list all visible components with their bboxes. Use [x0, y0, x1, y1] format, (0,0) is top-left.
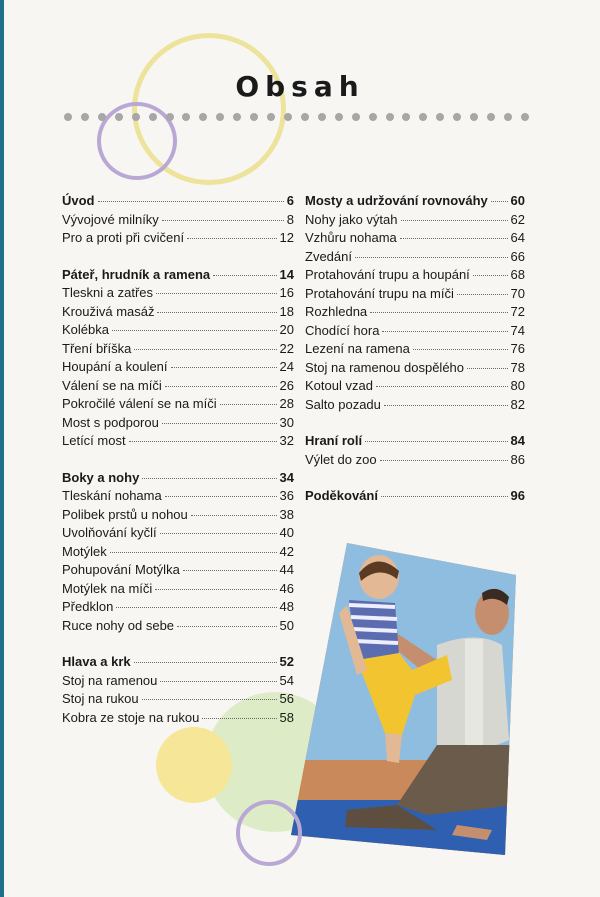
toc-entry-title: Poděkování [305, 488, 378, 503]
toc-entry-title: Krouživá masáž [62, 303, 155, 319]
toc-entry[interactable] [62, 562, 294, 581]
toc-entry[interactable] [62, 673, 294, 692]
dotted-leader [202, 718, 276, 719]
toc-left-column [62, 193, 294, 728]
divider-dot [318, 113, 326, 121]
toc-section-gap [62, 452, 294, 470]
toc-entry[interactable] [62, 710, 294, 729]
toc-page-number: 74 [510, 322, 525, 338]
dotted-leader [177, 626, 277, 627]
dotted-leader [160, 533, 277, 534]
toc-section-heading[interactable] [62, 267, 294, 286]
toc-page-number: 86 [510, 451, 525, 467]
divider-dot [453, 113, 461, 121]
dotted-leader [155, 589, 276, 590]
page-title: Obsah [235, 70, 365, 103]
divider-dot [115, 113, 123, 121]
divider-dot [504, 113, 512, 121]
toc-page-number: 48 [279, 599, 294, 614]
decor-purple-ring-bottom [236, 800, 302, 866]
toc-page-number: 76 [510, 341, 525, 356]
toc-entry-title: Ruce nohy od sebe [62, 617, 175, 633]
toc-page-number: 84 [510, 433, 525, 448]
toc-page-number: 30 [279, 414, 294, 430]
toc-page-number: 56 [279, 691, 294, 706]
dotted-leader [156, 293, 276, 294]
dotted-leader [384, 405, 508, 406]
toc-entry[interactable] [305, 323, 525, 342]
toc-entry-title: Tření bříška [62, 340, 132, 356]
toc-section-heading[interactable] [62, 654, 294, 673]
divider-dot [436, 113, 444, 121]
toc-entry[interactable] [305, 341, 525, 360]
divider-dot [267, 113, 275, 121]
toc-section-gap [62, 249, 294, 267]
toc-entry-title: Pohupování Motýlka [62, 562, 180, 577]
toc-page-number: 62 [510, 211, 525, 227]
dotted-leader [365, 441, 507, 442]
toc-entry-title: Most s podporou [62, 414, 159, 430]
toc-entry[interactable] [305, 397, 525, 416]
toc-entry[interactable] [62, 691, 294, 710]
toc-entry-title: Stoj na ramenou dospělého [305, 359, 465, 375]
toc-entry[interactable] [305, 378, 525, 397]
divider-dot [166, 113, 174, 121]
toc-entry-title: Polibek prstů u nohou [62, 506, 188, 522]
toc-entry[interactable] [62, 304, 294, 323]
divider-dot [402, 113, 410, 121]
divider-dot [216, 113, 224, 121]
toc-page-number: 50 [279, 617, 294, 633]
toc-page-number: 80 [510, 378, 525, 393]
toc-page-number: 78 [510, 359, 525, 375]
toc-page-number: 42 [279, 543, 294, 559]
toc-entry[interactable] [62, 285, 294, 304]
toc-entry-title: Válení se na míči [62, 377, 162, 393]
dotted-leader [129, 441, 277, 442]
toc-page-number: 8 [286, 211, 294, 227]
toc-entry[interactable] [62, 341, 294, 360]
toc-entry[interactable] [62, 359, 294, 378]
toc-entry-title: Vzhůru nohama [305, 230, 397, 245]
dotted-leader [165, 496, 277, 497]
toc-entry[interactable] [62, 507, 294, 526]
dotted-leader [112, 330, 277, 331]
toc-entry[interactable] [62, 378, 294, 397]
toc-entry[interactable] [62, 544, 294, 563]
toc-entry-title: Hlava a krk [62, 654, 131, 669]
toc-page-number: 18 [279, 303, 294, 319]
divider-dot [81, 113, 89, 121]
dotted-leader [171, 367, 277, 368]
dotted-leader [134, 662, 277, 663]
toc-page-number: 44 [279, 562, 294, 577]
toc-entry[interactable] [62, 230, 294, 249]
toc-section-heading[interactable] [305, 488, 525, 507]
divider-dot [284, 113, 292, 121]
toc-entry[interactable] [305, 212, 525, 231]
toc-entry-title: Nohy jako výtah [305, 211, 398, 227]
divider-dot [182, 113, 190, 121]
toc-entry[interactable] [62, 433, 294, 452]
divider-dot [233, 113, 241, 121]
toc-entry-title: Vývojové milníky [62, 211, 159, 227]
toc-entry-title: Lezení na ramena [305, 341, 410, 356]
toc-page-number: 68 [510, 267, 525, 282]
toc-section-heading[interactable] [305, 433, 525, 452]
toc-entry-title: Stoj na ramenou [62, 672, 158, 688]
toc-entry-title: Boky a nohy [62, 469, 140, 485]
toc-page-number: 32 [279, 433, 294, 448]
page-edge-strip [0, 0, 4, 897]
toc-entry-title: Předklon [62, 599, 114, 614]
toc-entry-title: Mosty a udržování rovnováhy [305, 193, 488, 208]
dotted-leader [491, 201, 508, 202]
toc-entry-title: Letící most [62, 433, 126, 448]
dotted-leader [98, 201, 284, 202]
toc-page-number: 46 [279, 580, 294, 596]
toc-page-number: 28 [279, 396, 294, 411]
toc-page-number: 60 [510, 193, 525, 208]
toc-entry[interactable] [305, 360, 525, 379]
dot-divider [64, 113, 529, 123]
divider-dot [487, 113, 495, 121]
dotted-leader [457, 294, 508, 295]
dotted-leader [467, 368, 508, 369]
toc-entry[interactable] [305, 249, 525, 268]
toc-entry-title: Motýlek na míči [62, 580, 153, 596]
toc-page-number: 26 [279, 377, 294, 393]
toc-page-number: 20 [279, 322, 294, 337]
divider-dot [335, 113, 343, 121]
toc-page-number: 64 [510, 230, 525, 245]
toc-section-heading[interactable] [62, 193, 294, 212]
toc-right-column [305, 193, 525, 507]
toc-page-number: 38 [279, 506, 294, 522]
toc-entry-title: Výlet do zoo [305, 451, 377, 467]
toc-entry[interactable] [305, 230, 525, 249]
dotted-leader [473, 275, 508, 276]
divider-dot [369, 113, 377, 121]
divider-dot [470, 113, 478, 121]
toc-entry-title: Stoj na rukou [62, 691, 139, 706]
toc-section-heading[interactable] [305, 193, 525, 212]
toc-entry[interactable] [62, 599, 294, 618]
dotted-leader [165, 386, 277, 387]
toc-entry[interactable] [62, 396, 294, 415]
dotted-leader [187, 238, 276, 239]
dotted-leader [370, 312, 507, 313]
toc-entry[interactable] [62, 488, 294, 507]
toc-entry[interactable] [62, 581, 294, 600]
dotted-leader [213, 275, 276, 276]
dotted-leader [160, 681, 276, 682]
toc-entry[interactable] [62, 322, 294, 341]
dotted-leader [413, 349, 508, 350]
divider-dot [199, 113, 207, 121]
toc-entry-title: Protahování trupu na míči [305, 285, 454, 301]
toc-entry[interactable] [305, 286, 525, 305]
toc-entry-title: Kolébka [62, 322, 109, 337]
dotted-leader [134, 349, 276, 350]
dotted-leader [183, 570, 277, 571]
toc-entry-title: Uvolňování kyčlí [62, 525, 157, 540]
dotted-leader [380, 460, 508, 461]
dotted-leader [142, 478, 276, 479]
toc-page-number: 22 [279, 340, 294, 356]
dotted-leader [116, 607, 276, 608]
divider-dot [352, 113, 360, 121]
divider-dot [419, 113, 427, 121]
dotted-leader [220, 404, 277, 405]
toc-entry-title: Úvod [62, 193, 95, 208]
toc-page-number: 66 [510, 248, 525, 264]
dotted-leader [191, 515, 277, 516]
divider-dot [149, 113, 157, 121]
dotted-leader [162, 423, 277, 424]
toc-page-number: 14 [279, 266, 294, 282]
divider-dot [521, 113, 529, 121]
toc-entry[interactable] [305, 267, 525, 286]
dotted-leader [381, 496, 508, 497]
toc-entry[interactable] [62, 415, 294, 434]
parent-child-exercise-photo-icon [287, 535, 527, 865]
toc-entry-title: Salto pozadu [305, 396, 381, 412]
toc-page-number: 6 [286, 193, 294, 208]
toc-entry-title: Kotoul vzad [305, 378, 373, 393]
toc-page-number: 34 [279, 469, 294, 485]
toc-entry[interactable] [62, 618, 294, 637]
toc-entry[interactable] [62, 212, 294, 231]
toc-section-gap [305, 415, 525, 433]
exercise-photo [287, 535, 527, 865]
dotted-leader [401, 220, 508, 221]
dotted-leader [376, 386, 508, 387]
divider-dot [98, 113, 106, 121]
toc-entry-title: Tleskni a zatřes [62, 285, 154, 300]
toc-entry-title: Pokročilé válení se na míči [62, 396, 217, 411]
divider-dot [250, 113, 258, 121]
toc-entry-title: Houpání a koulení [62, 359, 168, 374]
toc-page-number: 16 [279, 285, 294, 300]
toc-page-number: 36 [279, 488, 294, 503]
divider-dot [386, 113, 394, 121]
divider-dot [64, 113, 72, 121]
toc-entry-title: Chodící hora [305, 322, 380, 338]
toc-entry-title: Motýlek [62, 543, 107, 559]
toc-page-number: 12 [279, 230, 294, 245]
toc-entry-title: Rozhledna [305, 304, 368, 319]
toc-page-number: 96 [510, 488, 525, 503]
toc-page-number: 70 [510, 285, 525, 301]
toc-page-number: 52 [279, 654, 294, 669]
toc-page-number: 24 [279, 359, 294, 374]
toc-entry[interactable] [305, 452, 525, 471]
toc-section-heading[interactable] [62, 470, 294, 489]
dotted-leader [400, 238, 508, 239]
divider-dot [301, 113, 309, 121]
dotted-leader [162, 220, 284, 221]
toc-entry-title: Protahování trupu a houpání [305, 267, 470, 282]
toc-page-number: 58 [279, 709, 294, 725]
toc-page-number: 72 [510, 304, 525, 319]
toc-page-number: 82 [510, 396, 525, 412]
toc-entry-title: Kobra ze stoje na rukou [62, 709, 200, 725]
toc-entry-title: Páteř, hrudník a ramena [62, 266, 211, 282]
toc-entry-title: Tleskání nohama [62, 488, 162, 503]
decor-yellow-circle [156, 727, 232, 803]
dotted-leader [110, 552, 277, 553]
toc-entry[interactable] [62, 525, 294, 544]
toc-entry-title: Hraní rolí [305, 433, 363, 448]
toc-entry-title: Pro a proti při cvičení [62, 230, 185, 245]
toc-section-gap [62, 636, 294, 654]
toc-entry-title: Zvedání [305, 248, 352, 264]
dotted-leader [355, 257, 508, 258]
dotted-leader [142, 699, 277, 700]
toc-page-number: 54 [279, 672, 294, 688]
toc-section-gap [305, 470, 525, 488]
dotted-leader [157, 312, 276, 313]
toc-entry[interactable] [305, 304, 525, 323]
toc-page-number: 40 [279, 525, 294, 540]
divider-dot [132, 113, 140, 121]
dotted-leader [382, 331, 507, 332]
